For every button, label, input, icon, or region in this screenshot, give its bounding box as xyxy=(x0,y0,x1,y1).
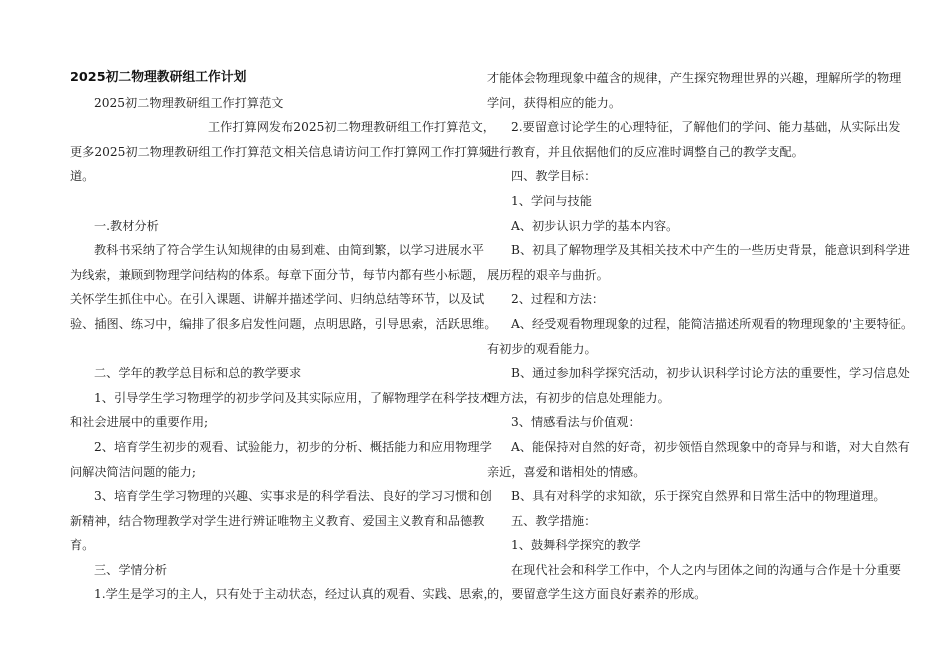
paragraph-line: 才能体会物理现象中蕴含的规律，产生探究物理世界的兴趣，理解所学的物理 xyxy=(487,71,902,85)
paragraph-line: A、初步认识力学的基本内容。 xyxy=(511,218,679,233)
left-column xyxy=(70,66,497,607)
paragraph-line: 关怀学生抓住中心。在引入课题、讲解并描述学问、归纳总结等环节，以及试 xyxy=(70,292,485,307)
paragraph-line: 验、插图、练习中，编排了很多启发性问题，点明思路，引导思索，活跃思维。 xyxy=(70,316,497,331)
paragraph-line: 四、教学目标： xyxy=(511,169,597,184)
right-column xyxy=(487,66,914,607)
spacer xyxy=(70,337,465,362)
paragraph-line: 为线索，兼顾到物理学问结构的体系。每章下面分节，每节内都有些小标题， xyxy=(70,267,485,282)
paragraph-line: A、经受观看物理现象的过程，能简洁描述所观看的物理现象的'主要特征。 xyxy=(511,316,914,331)
paragraph-line: 1、学问与技能 xyxy=(511,193,592,208)
paragraph-line: 2、过程和方法： xyxy=(511,292,605,307)
paragraph-line: 3、培育学生学习物理的兴趣、实事求是的科学看法、良好的学习习惯和创 xyxy=(94,489,492,504)
section-heading: 二、学年的教学总目标和总的教学要求 xyxy=(94,366,302,381)
document-subtitle: 2025初二物理教研组工作打算范文 xyxy=(94,95,284,110)
paragraph-line: 有初步的观看能力。 xyxy=(487,341,597,356)
paragraph-line: 理方法，有初步的信息处理能力。 xyxy=(487,390,670,405)
intro-line: 道。 xyxy=(70,169,95,184)
paragraph-line: 2、培育学生初步的观看、试验能力，初步的分析、概括能力和应用物理学 xyxy=(94,439,492,454)
paragraph-line: A、能保持对自然的好奇，初步领悟自然现象中的奇异与和谐，对大自然有 xyxy=(511,439,910,454)
paragraph-line: 学问，获得相应的能力。 xyxy=(487,95,622,110)
paragraph-line: 育。 xyxy=(70,538,95,553)
intro-line: 工作打算网发布2025初二物理教研组工作打算范文， xyxy=(208,120,495,135)
paragraph-line: 3、情感看法与价值观： xyxy=(511,415,641,430)
paragraph-line: 教科书采纳了符合学生认知规律的由易到难、由简到繁，以学习进展水平 xyxy=(94,243,484,258)
paragraph-line: B、初具了解物理学及其相关技术中产生的一些历史背景，能意识到科学进 xyxy=(511,243,910,258)
paragraph-line: 新精神，结合物理教学对学生进行辨证唯物主义教育、爱国主义教育和品德教 xyxy=(70,513,485,528)
paragraph-line: 展历程的艰辛与曲折。 xyxy=(487,267,609,282)
spacer xyxy=(70,189,465,214)
section-heading: 一.教材分析 xyxy=(94,218,159,233)
paragraph-line: 在现代社会和科学工作中，个人之内与团体之间的沟通与合作是十分重要 xyxy=(511,562,901,577)
paragraph-line: 进行教育，并且依据他们的反应准时调整自己的教学支配。 xyxy=(487,144,804,159)
document-title: 2025初二物理教研组工作计划 xyxy=(70,70,247,85)
paragraph-line: B、具有对科学的求知欲，乐于探究自然界和日常生活中的物理道理。 xyxy=(511,489,886,504)
paragraph-line: 1、引导学生学习物理学的初步学问及其实际应用，了解物理学在科学技术 xyxy=(94,390,492,405)
paragraph-line: 亲近，喜爱和谐相处的情感。 xyxy=(487,464,646,479)
paragraph-line: 的，要留意学生这方面良好素养的形成。 xyxy=(487,587,707,602)
paragraph-line: 和社会进展中的重要作用; xyxy=(70,415,209,430)
section-heading: 三、学情分析 xyxy=(94,562,168,577)
paragraph-line: B、通过参加科学探究活动，初步认识科学讨论方法的重要性，学习信息处 xyxy=(511,366,910,381)
paragraph-line: 问解决简洁问题的能力; xyxy=(70,464,196,479)
paragraph-line: 2.要留意讨论学生的心理特征，了解他们的学问、能力基础，从实际出发 xyxy=(511,120,901,135)
paragraph-line: 五、教学措施： xyxy=(511,513,597,528)
paragraph-line: 1.学生是学习的主人，只有处于主动状态，经过认真的观看、实践、思索， xyxy=(94,587,496,602)
intro-line: 更多2025初二物理教研组工作打算范文相关信息请访问工作打算网工作打算频 xyxy=(70,144,492,159)
paragraph-line: 1、鼓舞科学探究的教学 xyxy=(511,538,641,553)
